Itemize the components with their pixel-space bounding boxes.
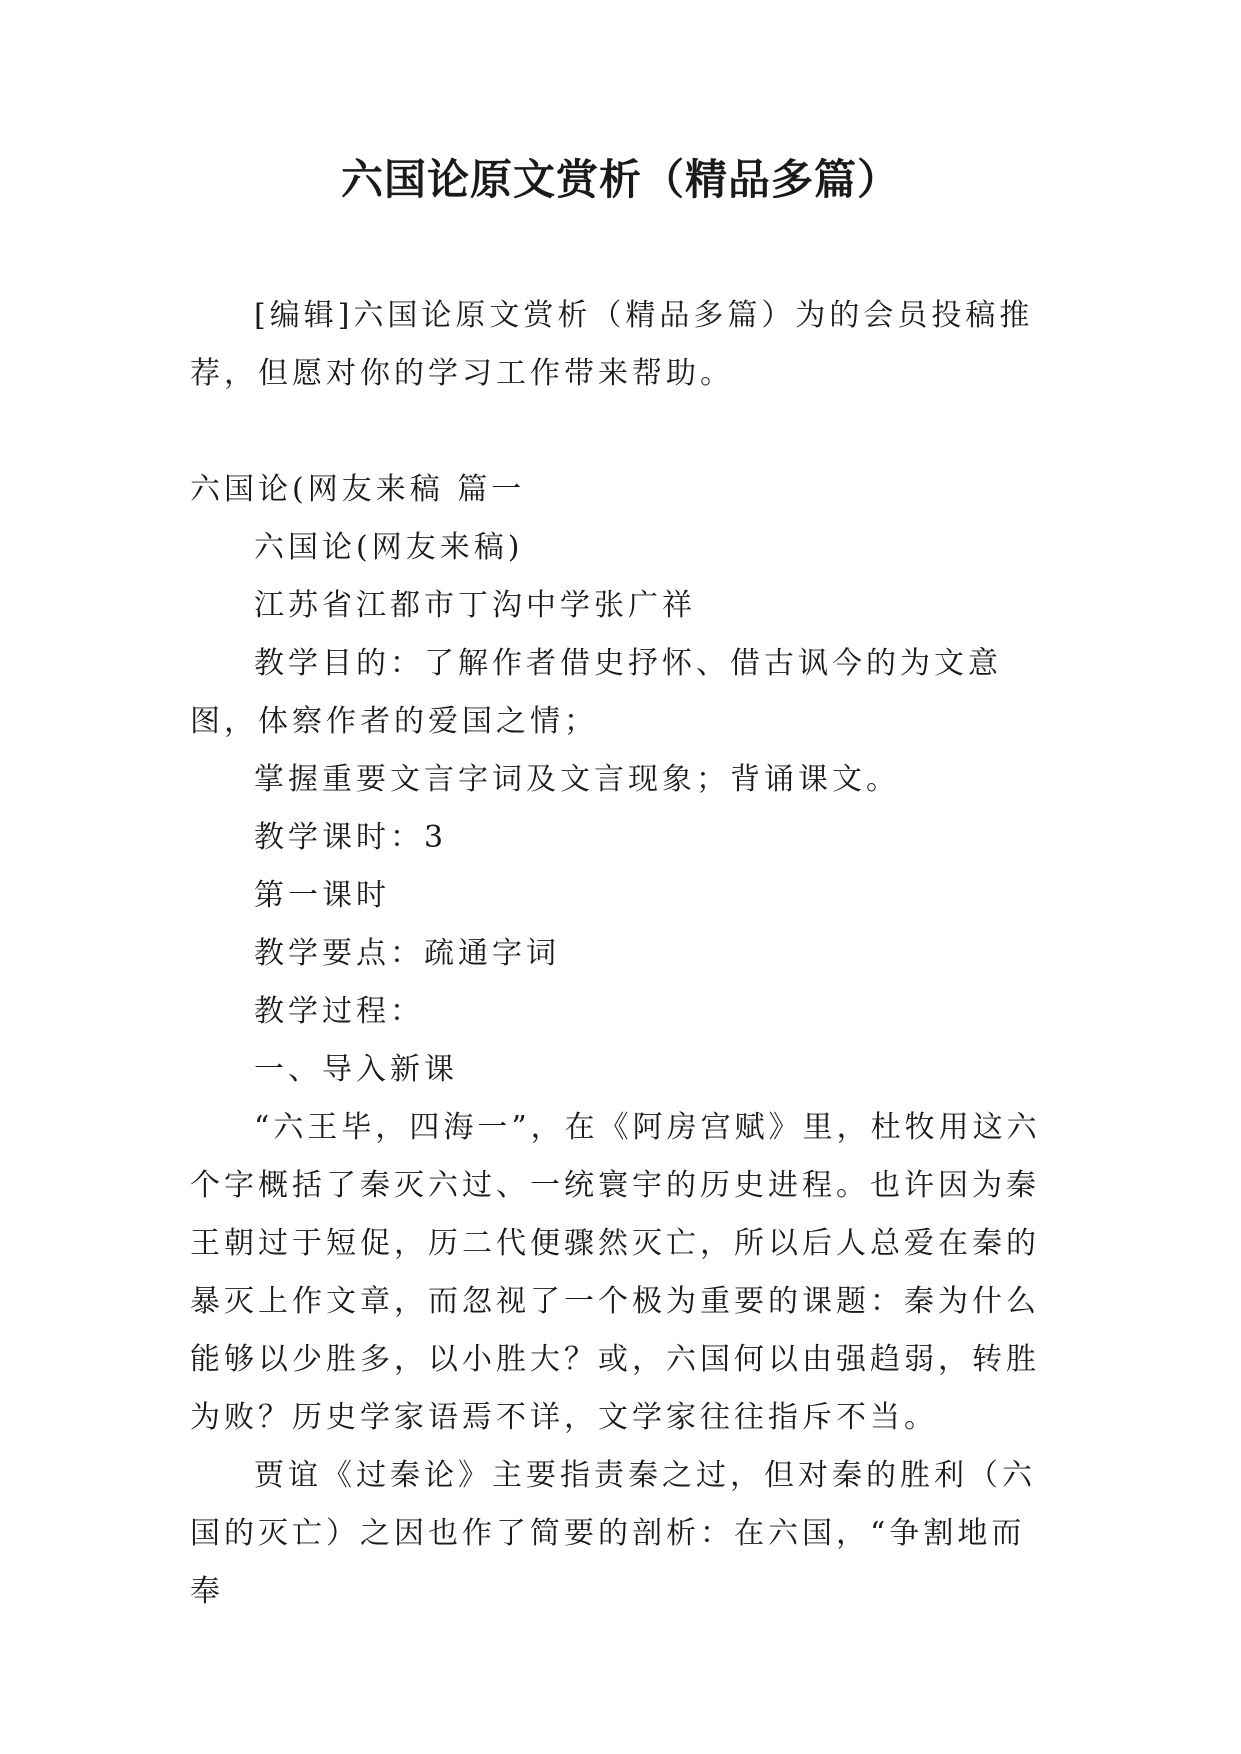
paragraph: 第一课时 (254, 878, 390, 913)
paragraph: 江苏省江都市丁沟中学张广祥 (254, 588, 696, 623)
paragraph: “六王毕，四海一”，在《阿房宫赋》里，杜牧用这六个字概括了秦灭六过、一统寰宇的历史进程。也许因为秦王朝过于短促，历二代便骤然灭亡，所以后人总爱在秦的暴灭上作文章，而忽视了一个极为重要的课题：秦为什么能够以少胜多，以小胜大？或，六国何以由强趋弱，转胜为败？历史学家语焉不详，文学家往往指斥不当。 (190, 1110, 1041, 1435)
document-body (190, 461, 1052, 1621)
section-heading: 六国论(网友来稿 篇一 (190, 472, 526, 507)
paragraph: 教学过程： (254, 994, 424, 1029)
paragraph: 贾谊《过秦论》主要指责秦之过，但对秦的胜利（六国的灭亡）之因也作了简要的剖析：在六国，“争割地而奉 (190, 1458, 1036, 1609)
paragraph: 教学课时：3 (254, 820, 448, 855)
document-title: 六国论原文赏析（精品多篇） (340, 155, 900, 204)
intro-paragraph: [编辑]六国论原文赏析（精品多篇）为的会员投稿推荐，但愿对你的学习工作带来帮助。 (190, 298, 1034, 391)
paragraph: 掌握重要文言字词及文言现象；背诵课文。 (254, 762, 900, 797)
paragraph: 六国论(网友来稿) (254, 530, 524, 565)
paragraph: 一、导入新课 (254, 1052, 458, 1087)
paragraph: 教学要点：疏通字词 (254, 936, 560, 971)
paragraph: 教学目的：了解作者借史抒怀、借古讽今的为文意图，体察作者的爱国之情； (190, 646, 1002, 739)
